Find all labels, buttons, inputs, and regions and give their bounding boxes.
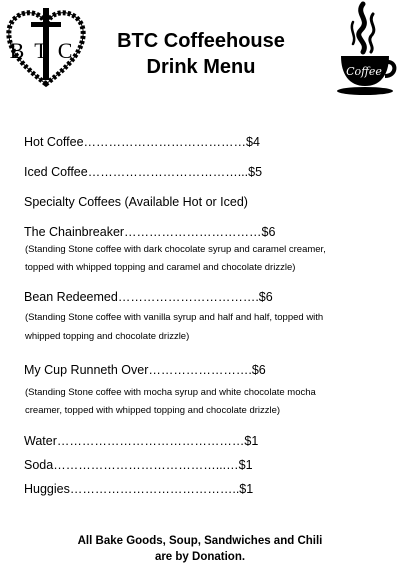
donation-note-line-2: are by Donation. <box>154 551 246 563</box>
page-title <box>95 28 307 80</box>
donation-note-line-1: All Bake Goods, Soup, Sandwiches and Chili <box>77 535 323 547</box>
menu-item-soda: Soda…………………………………...…$1 <box>24 458 253 472</box>
logo-left-text: BTC <box>9 38 83 63</box>
donation-note <box>40 533 360 565</box>
menu-item-my-cup-runneth-over: My Cup Runneth Over…………………….$6 <box>24 363 266 377</box>
title-line-1: BTC Coffeehouse <box>117 30 285 52</box>
menu-item-chainbreaker: The Chainbreaker……………………………$6 <box>24 225 276 239</box>
chainbreaker-description-line-2: topped with whipped topping and caramel and chocolate drizzle) <box>25 262 296 273</box>
cup-text: Coffee <box>346 65 382 78</box>
menu-item-hot-coffee: Hot Coffee…………………………………$4 <box>24 135 260 149</box>
btc-chain-heart-logo <box>3 4 89 90</box>
bean-redeemed-description-line-1: (Standing Stone coffee with vanilla syrup and half and half, topped with <box>25 312 324 323</box>
my-cup-description-line-1: (Standing Stone coffee with mocha syrup and white chocolate mocha <box>25 387 316 398</box>
bean-redeemed-description-line-2: whipped topping and chocolate drizzle) <box>25 331 190 342</box>
coffee-cup-icon <box>333 0 397 100</box>
menu-item-bean-redeemed: Bean Redeemed…………………………….$6 <box>24 290 273 304</box>
menu-item-huggies: Huggies…………………………………..$1 <box>24 482 254 496</box>
menu-item-iced-coffee: Iced Coffee………………………………...$5 <box>24 165 263 179</box>
menu-item-water: Water………………………………………$1 <box>24 434 259 448</box>
specialty-heading: Specialty Coffees (Available Hot or Iced) <box>24 195 248 209</box>
title-line-2: Drink Menu <box>146 56 256 78</box>
my-cup-description-line-2: creamer, topped with whipped topping and chocolate drizzle) <box>25 405 281 416</box>
chainbreaker-description-line-1: (Standing Stone coffee with dark chocolate syrup and caramel creamer, <box>25 244 326 255</box>
